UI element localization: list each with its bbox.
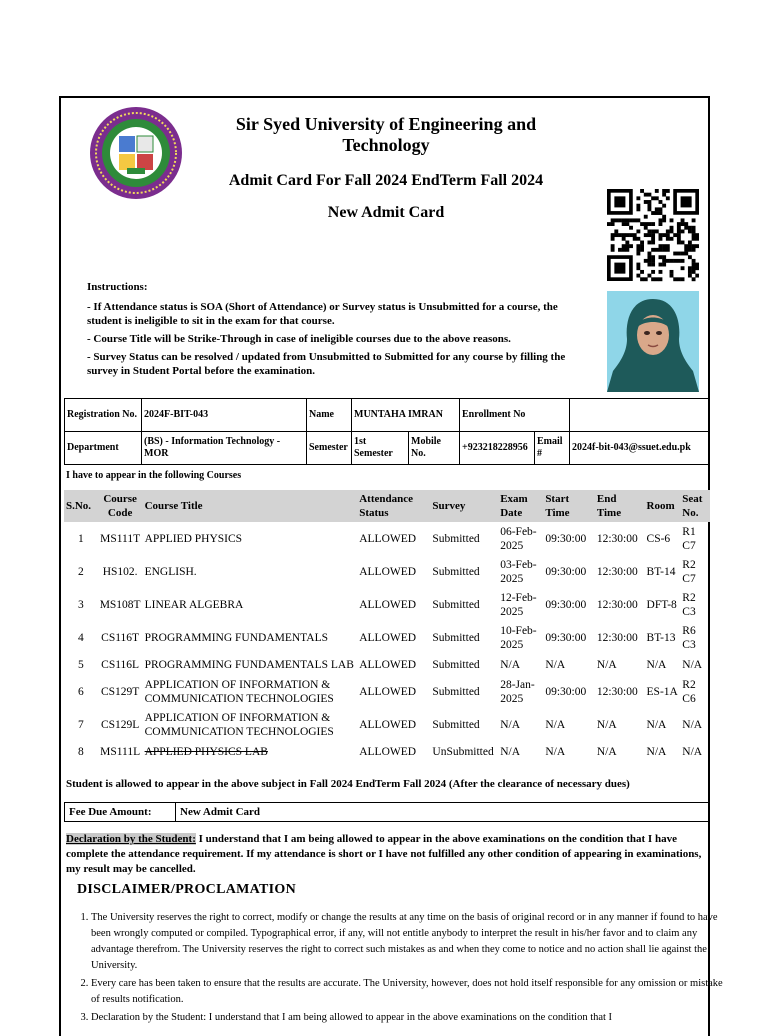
course-sno: 5 bbox=[77, 658, 84, 671]
courses-header-row bbox=[64, 490, 710, 522]
course-survey: Submitted bbox=[432, 598, 480, 611]
dept-label: Department bbox=[65, 432, 142, 465]
course-attendance: ALLOWED bbox=[359, 745, 417, 758]
course-start: 09:30:00 bbox=[545, 532, 587, 545]
course-sno: 8 bbox=[77, 745, 84, 758]
course-end: N/A bbox=[596, 658, 617, 671]
course-seat: R6 C3 bbox=[682, 624, 696, 651]
course-start: N/A bbox=[545, 745, 566, 758]
course-seat: R1 C7 bbox=[682, 525, 696, 552]
disclaimer-item: 1. The University reserves the right to correct, modify or change the results at any time on the basis of original record or in any manner if found to have been wrongly computed or compiled. Typographical error, if any, will not entitle anybody to interpret the result in his/her favor and to claim any advantage therefrom. The University reserves the right to correct such mistakes as and when they come to notice and no action shall lie against the University. bbox=[91, 910, 723, 974]
course-start: 09:30:00 bbox=[545, 631, 587, 644]
course-seat: R2 C3 bbox=[682, 591, 696, 618]
course-sno: 4 bbox=[77, 631, 84, 644]
col-header: Survey bbox=[430, 490, 498, 522]
name-label: Name bbox=[307, 399, 352, 432]
enroll-value bbox=[570, 399, 710, 432]
dept-value: (BS) - Information Technology - MOR bbox=[142, 432, 307, 465]
course-attendance: ALLOWED bbox=[359, 532, 417, 545]
col-header: Course Title bbox=[143, 490, 358, 522]
course-room: BT-14 bbox=[646, 565, 676, 578]
enroll-label: Enrollment No bbox=[460, 399, 570, 432]
course-seat: N/A bbox=[682, 745, 703, 758]
course-room: ES-1A bbox=[646, 685, 678, 698]
instructions-heading: Instructions: bbox=[87, 281, 148, 293]
course-survey: Submitted bbox=[432, 658, 480, 671]
student-photo bbox=[607, 291, 699, 392]
course-attendance: ALLOWED bbox=[359, 658, 417, 671]
course-date: N/A bbox=[500, 718, 521, 731]
allowed-statement: Student is allowed to appear in the above subject in Fall 2024 EndTerm Fall 2024 (After the clearance of necessary dues) bbox=[66, 778, 630, 790]
course-end: 12:30:00 bbox=[596, 631, 638, 644]
student-info-table bbox=[64, 398, 710, 465]
disclaimer-item: 3. Declaration by the Student: I understand that I am being allowed to appear in the above examinations on the condition that I bbox=[91, 1010, 723, 1026]
course-title: APPLIED PHYSICS bbox=[144, 532, 243, 545]
mobile-value: +923218228956 bbox=[460, 432, 535, 465]
course-date: 06-Feb-2025 bbox=[500, 525, 537, 552]
reg-value: 2024F-BIT-043 bbox=[142, 399, 307, 432]
disclaimer-item: 2. Every care has been taken to ensure that the results are accurate. The University, however, does not hold itself responsible for any omission or mistake of results notification. bbox=[91, 976, 723, 1008]
semester-label: Semester bbox=[307, 432, 352, 465]
course-row bbox=[64, 555, 710, 588]
course-code: CS116L bbox=[101, 658, 140, 671]
course-attendance: ALLOWED bbox=[359, 685, 417, 698]
fee-table bbox=[64, 802, 710, 822]
course-date: 28-Jan-2025 bbox=[500, 678, 535, 705]
course-end: 12:30:00 bbox=[596, 685, 638, 698]
course-seat: R2 C6 bbox=[682, 678, 696, 705]
instruction-item: - Survey Status can be resolved / updated from Unsubmitted to Submitted for any course by filling the survey in Student Portal before the examination. bbox=[87, 351, 566, 377]
course-sno: 1 bbox=[77, 532, 84, 545]
fee-value: New Admit Card bbox=[176, 803, 710, 822]
course-attendance: ALLOWED bbox=[359, 565, 417, 578]
course-row bbox=[64, 621, 710, 654]
course-date: N/A bbox=[500, 658, 521, 671]
course-sno: 2 bbox=[77, 565, 84, 578]
course-end: 12:30:00 bbox=[596, 565, 638, 578]
instruction-item: - If Attendance status is SOA (Short of Attendance) or Survey status is Unsubmitted for a course, the student is ineligible to sit in the exam for that course. bbox=[87, 301, 558, 327]
course-row bbox=[64, 588, 710, 621]
course-sno: 3 bbox=[77, 598, 84, 611]
course-code: MS111T bbox=[100, 532, 141, 545]
col-header: Exam Date bbox=[498, 490, 543, 522]
course-sno: 6 bbox=[77, 685, 84, 698]
course-seat: N/A bbox=[682, 658, 703, 671]
course-title: ENGLISH. bbox=[144, 565, 197, 578]
mobile-label: Mobile No. bbox=[409, 432, 460, 465]
course-start: N/A bbox=[545, 718, 566, 731]
col-header: Course Code bbox=[98, 490, 143, 522]
course-code: MS111L bbox=[100, 745, 141, 758]
course-title: APPLICATION OF INFORMATION & COMMUNICATION TECHNOLOGIES bbox=[144, 678, 334, 705]
course-survey: UnSubmitted bbox=[432, 745, 494, 758]
name-value: MUNTAHA IMRAN bbox=[352, 399, 460, 432]
admit-card bbox=[59, 96, 723, 1036]
course-date: 03-Feb-2025 bbox=[500, 558, 537, 585]
course-room: N/A bbox=[646, 658, 667, 671]
col-header: Seat No. bbox=[680, 490, 710, 522]
course-date: N/A bbox=[500, 745, 521, 758]
course-room: DFT-8 bbox=[646, 598, 677, 611]
declaration bbox=[66, 832, 710, 877]
course-survey: Submitted bbox=[432, 718, 480, 731]
course-row bbox=[64, 654, 710, 675]
course-attendance: ALLOWED bbox=[359, 631, 417, 644]
course-survey: Submitted bbox=[432, 532, 480, 545]
course-title: LINEAR ALGEBRA bbox=[144, 598, 244, 611]
course-code: CS129T bbox=[100, 685, 140, 698]
new-admit-card-heading: New Admit Card bbox=[327, 204, 445, 221]
semester-value: 1st Semester bbox=[352, 432, 409, 465]
disclaimer-title: DISCLAIMER/PROCLAMATION bbox=[77, 882, 296, 897]
course-code: CS116T bbox=[101, 631, 140, 644]
col-header: Start Time bbox=[543, 490, 595, 522]
course-survey: Submitted bbox=[432, 565, 480, 578]
instruction-item: - Course Title will be Strike-Through in case of ineligible courses due to the above reasons. bbox=[87, 333, 511, 345]
course-start: 09:30:00 bbox=[545, 565, 587, 578]
course-start: N/A bbox=[545, 658, 566, 671]
course-seat: R2 C7 bbox=[682, 558, 696, 585]
course-sno: 7 bbox=[77, 718, 84, 731]
course-code: CS129L bbox=[100, 718, 140, 731]
course-row bbox=[64, 522, 710, 555]
course-start: 09:30:00 bbox=[545, 598, 587, 611]
qr-code bbox=[607, 184, 699, 286]
col-header: End Time bbox=[595, 490, 645, 522]
email-value: 2024f-bit-043@ssuet.edu.pk bbox=[570, 432, 710, 465]
course-end: N/A bbox=[596, 745, 617, 758]
course-title: PROGRAMMING FUNDAMENTALS bbox=[144, 631, 329, 644]
courses-table bbox=[64, 490, 710, 762]
course-end: N/A bbox=[596, 718, 617, 731]
fee-label: Fee Due Amount: bbox=[65, 803, 176, 822]
university-name: Sir Syed University of Engineering and Technology bbox=[235, 114, 537, 155]
col-header: S.No. bbox=[64, 490, 98, 522]
course-date: 10-Feb-2025 bbox=[500, 624, 537, 651]
reg-label: Registration No. bbox=[65, 399, 142, 432]
course-room: N/A bbox=[646, 718, 667, 731]
course-title: APPLIED PHYSICS LAB bbox=[144, 745, 268, 758]
email-label: Email # bbox=[535, 432, 570, 465]
declaration-label: Declaration by the Student: bbox=[66, 833, 196, 845]
course-title: PROGRAMMING FUNDAMENTALS LAB bbox=[144, 658, 354, 671]
course-code: MS108T bbox=[99, 598, 141, 611]
course-room: CS-6 bbox=[646, 532, 671, 545]
course-start: 09:30:00 bbox=[545, 685, 587, 698]
course-end: 12:30:00 bbox=[596, 532, 638, 545]
course-row bbox=[64, 741, 710, 762]
instructions bbox=[87, 280, 577, 382]
course-seat: N/A bbox=[682, 718, 703, 731]
course-end: 12:30:00 bbox=[596, 598, 638, 611]
col-header: Room bbox=[645, 490, 681, 522]
course-row bbox=[64, 675, 710, 708]
course-room: BT-13 bbox=[646, 631, 676, 644]
course-row bbox=[64, 708, 710, 741]
course-attendance: ALLOWED bbox=[359, 598, 417, 611]
disclaimer-list bbox=[71, 910, 723, 1028]
course-room: N/A bbox=[646, 745, 667, 758]
course-survey: Submitted bbox=[432, 631, 480, 644]
appear-text: I have to appear in the following Courses bbox=[66, 470, 242, 481]
course-attendance: ALLOWED bbox=[359, 718, 417, 731]
course-code: HS102. bbox=[102, 565, 138, 578]
declaration-text: I understand that I am being allowed to appear in the above examinations on the condition that I have complete the attendance requirement. If my attendance is short or I have not fulfilled any other condition of appearing in examinations, my result may be cancelled. bbox=[66, 833, 702, 875]
course-survey: Submitted bbox=[432, 685, 480, 698]
col-header: Attendance Status bbox=[357, 490, 430, 522]
course-title: APPLICATION OF INFORMATION & COMMUNICATION TECHNOLOGIES bbox=[144, 711, 334, 738]
admit-card-title: Admit Card For Fall 2024 EndTerm Fall 2024 bbox=[228, 172, 544, 189]
course-date: 12-Feb-2025 bbox=[500, 591, 537, 618]
